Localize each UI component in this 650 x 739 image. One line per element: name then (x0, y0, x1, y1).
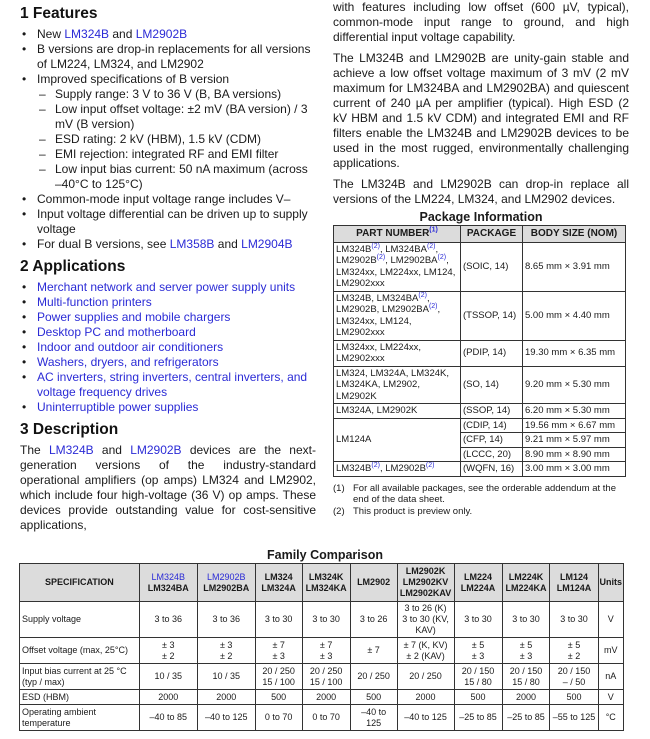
left-column (20, 4, 316, 533)
value-cell: 3 to 26 (K) 3 to 30 (KV, KAV) (397, 602, 454, 638)
body-size-cell: 9.20 mm × 5.30 mm (523, 366, 626, 404)
value-cell: –40 to 125 (397, 705, 454, 731)
value-cell: ± 5 ± 3 (454, 638, 502, 664)
description-paragraph-3: The LM324B and LM2902B can drop-in replace all versions of the LM224, LM324, and LM2902 devices. (333, 177, 629, 206)
feature-item: • For dual B versions, see LM358B and LM2904B (20, 237, 316, 252)
feature-subitem: – EMI rejection: integrated RF and EMI filter (37, 147, 316, 162)
spec-cell: Supply voltage (20, 602, 140, 638)
value-cell: 2000 (139, 690, 197, 705)
header-body-size: BODY SIZE (NOM) (523, 226, 626, 243)
value-cell: 3 to 30 (550, 602, 598, 638)
family-comparison-table (19, 563, 624, 731)
feature-item: • New LM324B and LM2902B (20, 27, 316, 42)
part-number-cell: LM124A (334, 418, 461, 462)
table-row (20, 705, 624, 731)
value-cell: ± 3 ± 2 (139, 638, 197, 664)
lm324b-link[interactable]: LM324B (48, 443, 94, 457)
package-info-title: Package Information (419, 210, 543, 224)
value-cell: ± 7 ± 3 (255, 638, 302, 664)
package-cell: (WQFN, 16) (461, 462, 523, 477)
value-cell: ± 7 ± 3 (302, 638, 350, 664)
value-cell: ± 5 ± 3 (502, 638, 550, 664)
body-size-cell: 5.00 mm × 4.40 mm (523, 291, 626, 340)
value-cell: 500 (550, 690, 598, 705)
body-size-cell: 8.90 mm × 8.90 mm (523, 447, 626, 462)
lm2902b-link[interactable]: LM2902B (130, 443, 182, 457)
application-link[interactable]: • Multi-function printers (20, 295, 316, 310)
value-cell: 500 (350, 690, 397, 705)
spec-cell: Operating ambient temperature (20, 705, 140, 731)
header-lm2902k: LM2902K LM2902KV LM2902KAV (397, 564, 454, 602)
value-cell: 2000 (302, 690, 350, 705)
table-row (334, 462, 626, 477)
value-cell: –25 to 85 (454, 705, 502, 731)
value-cell: 2000 (197, 690, 255, 705)
package-cell: (TSSOP, 14) (461, 291, 523, 340)
value-cell: 20 / 150 – / 50 (550, 664, 598, 690)
table-notes (333, 483, 629, 518)
value-cell: V (598, 690, 624, 705)
application-link[interactable]: • Washers, dryers, and refrigerators (20, 355, 316, 370)
value-cell: V (598, 602, 624, 638)
applications-list (20, 280, 316, 415)
application-link[interactable]: • AC inverters, string inverters, central inverters, and voltage frequency drives (20, 370, 316, 400)
family-comparison-title: Family Comparison (267, 548, 383, 562)
header-units: Units (598, 564, 624, 602)
feature-item: • Improved specifications of B version – Supply range: 3 V to 36 V (B, BA versions) – Low input offset voltage: ±2 mV (BA version) / 3 mV (B version) – ESD rating: 2 kV (HBM), 1.5 kV (CDM) – EMI rejection: integrated RF and EMI filter – Low input bias current: 50 nA maximum (across –40°C to 125°C) (20, 72, 316, 192)
value-cell: 3 to 30 (502, 602, 550, 638)
family-comparison-body (20, 602, 624, 731)
feature-subitem: – Low input offset voltage: ±2 mV (BA version) / 3 mV (B version) (37, 102, 316, 132)
spec-cell: Input bias current at 25 °C (typ / max) (20, 664, 140, 690)
package-cell: (LCCC, 20) (461, 447, 523, 462)
value-cell: 20 / 150 15 / 80 (502, 664, 550, 690)
lm2902b-link[interactable]: LM2902B (135, 27, 188, 41)
body-size-cell: 19.56 mm × 6.67 mm (523, 418, 626, 433)
table-row (20, 602, 624, 638)
part-number-cell: LM324, LM324A, LM324K, LM324KA, LM2902, LM2902K (334, 366, 461, 404)
value-cell: 10 / 35 (139, 664, 197, 690)
table-row (334, 291, 626, 340)
body-size-cell: 19.30 mm × 6.35 mm (523, 340, 626, 366)
value-cell: –55 to 125 (550, 705, 598, 731)
table-row (20, 638, 624, 664)
header-lm2902: LM2902 (350, 564, 397, 602)
value-cell: 500 (255, 690, 302, 705)
lm324b-link[interactable]: LM324B (64, 27, 110, 41)
part-number-cell: $LM324B^{(2)}$, $LM2902B^{(2)}$ (334, 462, 461, 477)
description-paragraph-1: The LM324B and LM2902B devices are the next-generation versions of the industry-standard operational amplifiers (op amps) LM324 and LM2902, which include four high-voltage (36 V) op amps. These devices provide outstanding value for cost-sensitive applications, (20, 443, 316, 532)
body-size-cell: 9.21 mm × 5.97 mm (523, 433, 626, 448)
lm324b-link[interactable]: LM324B (151, 571, 186, 582)
value-cell: –25 to 85 (502, 705, 550, 731)
features-list (20, 27, 316, 252)
feature-item: • B versions are drop-in replacements for all versions of LM224, LM324, and LM2902 (20, 42, 316, 72)
package-cell: (SOIC, 14) (461, 242, 523, 291)
header-specification: SPECIFICATION (20, 564, 140, 602)
description-heading: 3 Description (20, 421, 119, 438)
value-cell: ± 7 (K, KV) ± 2 (KAV) (397, 638, 454, 664)
body-size-cell: 8.65 mm × 3.91 mm (523, 242, 626, 291)
feature-sublist (37, 87, 316, 192)
value-cell: –40 to 125 (350, 705, 397, 731)
feature-item: • Input voltage differential can be driven up to supply voltage (20, 207, 316, 237)
description-paragraph-1-continued: with features including low offset (600 µV, typical), common-mode input range to ground, and high differential input voltage capability. (333, 0, 629, 44)
table-row (334, 242, 626, 291)
table-header-row (334, 226, 626, 243)
value-cell: ± 7 (350, 638, 397, 664)
body-size-cell: 6.20 mm × 5.30 mm (523, 404, 626, 419)
value-cell: 20 / 250 (350, 664, 397, 690)
value-cell: 10 / 35 (197, 664, 255, 690)
package-cell: (SO, 14) (461, 366, 523, 404)
value-cell: 3 to 30 (302, 602, 350, 638)
right-column (333, 0, 629, 517)
value-cell: 3 to 30 (255, 602, 302, 638)
package-cell: (CFP, 14) (461, 433, 523, 448)
table-row (20, 690, 624, 705)
value-cell: nA (598, 664, 624, 690)
lm358b-link[interactable]: LM358B (169, 237, 215, 251)
note: (1) For all available packages, see the orderable addendum at the end of the data sheet. (333, 482, 617, 505)
body-size-cell: 3.00 mm × 3.00 mm (523, 462, 626, 477)
application-link[interactable]: • Uninterruptible power supplies (20, 400, 316, 415)
package-cell: (CDIP, 14) (461, 418, 523, 433)
application-link[interactable]: • Desktop PC and motherboard (20, 325, 316, 340)
value-cell: 0 to 70 (255, 705, 302, 731)
table-row (334, 340, 626, 366)
value-cell: 500 (454, 690, 502, 705)
value-cell: 20 / 150 15 / 80 (454, 664, 502, 690)
part-number-cell: LM324xx, LM224xx, LM2902xxx (334, 340, 461, 366)
value-cell: 20 / 250 (397, 664, 454, 690)
header-package: PACKAGE (461, 226, 523, 243)
spec-cell: Offset voltage (max, 25°C) (20, 638, 140, 664)
value-cell: 3 to 36 (197, 602, 255, 638)
footnote-ref[interactable]: (1) (429, 226, 438, 234)
value-cell: 20 / 250 15 / 100 (302, 664, 350, 690)
description-paragraph-2: The LM324B and LM2902B are unity-gain stable and achieve a low offset voltage maximum of 3 mV (2 mV maximum for LM324BA and LM2902BA) and quiescent current of 240 µA per amplifier (typical). High ESD (2 kV HBM and 1.5 kV CDM) and integrated EMI and RF filters enable the LM324B and LM2902B devices to be used in the most rugged, environmentally challenging applications. (333, 51, 629, 170)
value-cell: 20 / 250 15 / 100 (255, 664, 302, 690)
package-cell: (PDIP, 14) (461, 340, 523, 366)
lm2902b-link[interactable]: LM2902B (206, 571, 246, 582)
value-cell: 0 to 70 (302, 705, 350, 731)
value-cell: °C (598, 705, 624, 731)
value-cell: ± 3 ± 2 (197, 638, 255, 664)
note: (2) This product is preview only. (333, 505, 473, 517)
part-number-cell: $LM324B^{(2)}$, LM324BA$^{(2)}$, $LM2902B^{(2)}$, LM2902BA$^{(2)}$, LM324xx, LM224xx, LM124, LM2902xxx (334, 242, 461, 291)
value-cell: 3 to 36 (139, 602, 197, 638)
header-lm124: LM124 LM124A (550, 564, 598, 602)
feature-subitem: – Low input bias current: 50 nA maximum (across –40°C to 125°C) (37, 162, 316, 192)
feature-item: • Common-mode input voltage range includes V– (20, 192, 316, 207)
header-lm224: LM224 LM224A (454, 564, 502, 602)
part-number-cell: LM324A, LM2902K (334, 404, 461, 419)
table-row (334, 366, 626, 404)
value-cell: mV (598, 638, 624, 664)
application-link[interactable]: • Indoor and outdoor air conditioners (20, 340, 316, 355)
header-lm224k: LM224K LM224KA (502, 564, 550, 602)
application-link[interactable]: • Power supplies and mobile chargers (20, 310, 316, 325)
feature-subitem: – Supply range: 3 V to 36 V (B, BA versions) (37, 87, 316, 102)
value-cell: 2000 (397, 690, 454, 705)
value-cell: 3 to 26 (350, 602, 397, 638)
table-header-row (20, 564, 624, 602)
value-cell: –40 to 85 (139, 705, 197, 731)
spec-cell: ESD (HBM) (20, 690, 140, 705)
package-cell: (SSOP, 14) (461, 404, 523, 419)
table-row (334, 418, 626, 433)
header-lm2902b: LM2902B LM2902BA (197, 564, 255, 602)
header-lm324: LM324 LM324A (255, 564, 302, 602)
table-row (334, 404, 626, 419)
feature-subitem: – ESD rating: 2 kV (HBM), 1.5 kV (CDM) (37, 132, 316, 147)
table-row (20, 664, 624, 690)
applications-heading: 2 Applications (20, 258, 126, 275)
value-cell: ± 5 ± 2 (550, 638, 598, 664)
value-cell: 3 to 30 (454, 602, 502, 638)
application-link[interactable]: • Merchant network and server power supply units (20, 280, 316, 295)
header-lm324k: LM324K LM324KA (302, 564, 350, 602)
package-info-table (333, 225, 626, 477)
value-cell: –40 to 125 (197, 705, 255, 731)
header-part-number: PART NUMBER$^{(1)}$ (334, 226, 461, 243)
part-number-cell: LM324B, LM324BA$^{(2)}$, LM2902B, LM2902BA$^{(2)}$, LM324xx, LM124, LM2902xxx (334, 291, 461, 340)
header-lm324b: LM324B LM324BA (139, 564, 197, 602)
lm2904b-link[interactable]: LM2904B (241, 237, 293, 251)
features-heading: 1 Features (20, 5, 98, 22)
value-cell: 2000 (502, 690, 550, 705)
